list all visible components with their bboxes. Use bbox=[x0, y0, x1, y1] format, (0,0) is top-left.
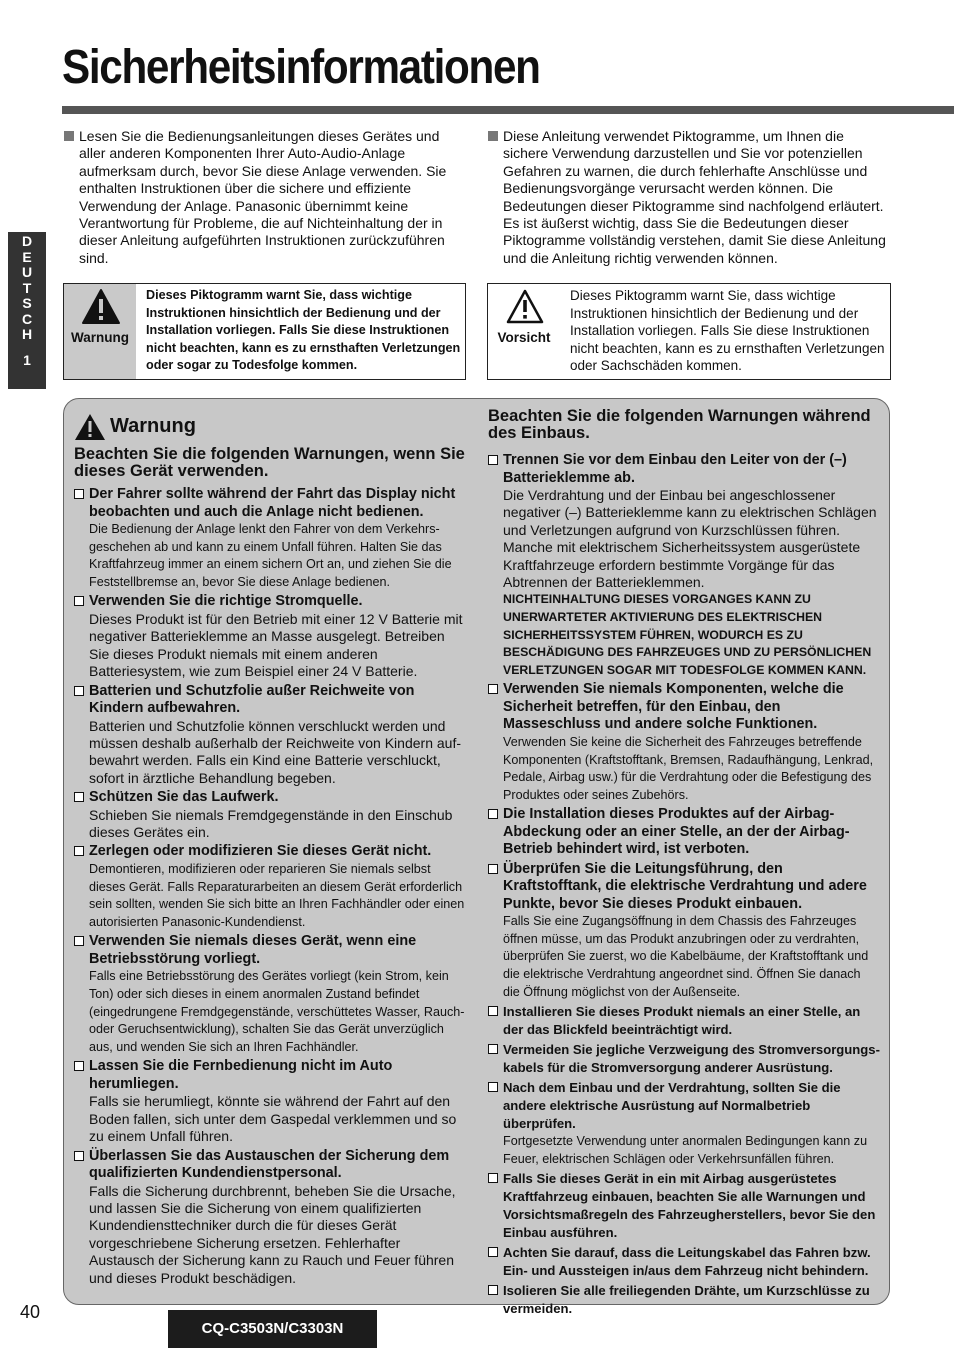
checkbox-bullet-icon bbox=[74, 792, 84, 802]
language-tab-letter: T bbox=[22, 279, 32, 296]
warning-item-body: Falls die Sicherung durchbrennt, beheben Sie die Ursache, und lassen Sie die Sicherung von einem qualifizierten Kundendiensttechniker durch die für dieses Gerät vorgeschriebene Sicherung ersetzen. Fehlerhafter Austausch der Sicherung kann zu Rauch und Feuer führen und dieses Produkt beschädigen. bbox=[89, 1182, 456, 1286]
warning-item bbox=[488, 1244, 880, 1280]
warning-item-heading: Zerlegen oder modifizieren Sie dieses Gerät nicht. bbox=[89, 843, 432, 860]
warning-item-heading: Lassen Sie die Fernbedienung nicht im Auto herumliegen. bbox=[89, 1058, 393, 1092]
language-tab-letter: C bbox=[21, 310, 33, 327]
warning-item-heading: Verwenden Sie die richtige Stromquelle. bbox=[89, 593, 363, 610]
warning-item-heading: Der Fahrer sollte während der Fahrt das Display nicht beobachten und auch die Anlage nicht bedienen. bbox=[89, 486, 456, 520]
checkbox-bullet-icon bbox=[488, 455, 498, 465]
warning-item bbox=[488, 681, 880, 804]
bullet-square bbox=[64, 131, 74, 141]
warning-item-heading: Vermeiden Sie jegliche Verzweigung des Stromversorgungs-kabels für die Stromversorgung anderer Ausrüstung. bbox=[503, 1042, 880, 1076]
checkbox-bullet-icon bbox=[488, 809, 498, 819]
warning-item-heading: Die Installation dieses Produktes auf der Airbag-Abdeckung oder an einer Stelle, an der der Airbag-Betrieb behindert wird, ist verboten. bbox=[503, 806, 850, 858]
warning-triangle-icon bbox=[74, 413, 106, 441]
installation-warning-list bbox=[488, 452, 880, 1318]
page-title: Sicherheitsinformationen bbox=[62, 41, 540, 94]
warning-item bbox=[74, 1058, 466, 1145]
checkbox-bullet-icon bbox=[488, 1082, 498, 1092]
warning-item-body: Batterien und Schutzfolie können verschluckt werden und müssen deshalb außerhalb der Reichweite von Kindern auf-bewahrt werden. Falls ein Kind eine Batterie verschluckt, sofort in ärztliche Behandlung begeben. bbox=[89, 717, 461, 786]
warning-item bbox=[74, 593, 466, 680]
caution-pictogram-box bbox=[487, 283, 891, 380]
checkbox-bullet-icon bbox=[488, 1285, 498, 1295]
warning-item-heading: Schützen Sie das Laufwerk. bbox=[89, 789, 279, 806]
warning-item-heading: Batterien und Schutzfolie außer Reichweite von Kindern aufbewahren. bbox=[89, 682, 415, 716]
warning-item bbox=[74, 683, 466, 788]
checkbox-bullet-icon bbox=[488, 864, 498, 874]
warning-item bbox=[488, 1282, 880, 1318]
warning-item bbox=[488, 861, 880, 1001]
warning-item-body: Demontieren, modifizieren oder reparieren Sie niemals selbst dieses Gerät. Falls Reparaturarbeiten an diesem Gerät erforderlich sein sollten, wenden Sie sich bitte an Ihren Fachhändler oder einen autorisierten Panasonic-Kundendienst. bbox=[89, 861, 465, 929]
checkbox-bullet-icon bbox=[488, 684, 498, 694]
warning-item bbox=[488, 1170, 880, 1242]
panel-warning-label: Warnung bbox=[110, 415, 196, 438]
warning-item-heading: Verwenden Sie niemals Komponenten, welche die Sicherheit betreffen, für den Einbau, den Masseschluss und andere solche Funktionen. bbox=[503, 681, 844, 733]
warning-item-body: Falls Sie eine Zugangsöffnung in dem Chassis des Fahrzeuges öffnen müsse, um das Produkt anzubringen oder zu verdrahten, überprüfen Sie zuerst, wo die Kabelbäume, der Kraftstofftank und die elektrische Verdrahtung angeordnet sind. Öffnen Sie danach die Öffnung möglichst von der Außenseite. bbox=[503, 914, 869, 999]
checkbox-bullet-icon bbox=[74, 596, 84, 606]
warning-item-heading: Verwenden Sie niemals dieses Gerät, wenn eine Betriebsstörung vorliegt. bbox=[89, 933, 417, 967]
checkbox-bullet-icon bbox=[74, 1151, 84, 1161]
warning-icon-area bbox=[64, 284, 136, 379]
language-tab-letter: U bbox=[21, 264, 33, 280]
checkbox-bullet-icon bbox=[488, 1247, 498, 1257]
usage-warning-list bbox=[74, 486, 466, 1287]
warning-item bbox=[488, 1003, 880, 1039]
intro-right bbox=[488, 128, 890, 267]
checkbox-bullet-icon bbox=[74, 489, 84, 499]
warning-item bbox=[74, 789, 466, 841]
installation-section-heading: Beachten Sie die folgenden Warnungen während des Einbaus. bbox=[488, 407, 871, 442]
bullet-square bbox=[488, 131, 498, 141]
warning-item bbox=[74, 1148, 466, 1287]
warning-item-caps-notice: NICHTEINHALTUNG DIESES VORGANGES KANN ZU UNERWARTETER AKTIVIERUNG DES ELEKTRISCHEN SICHERHEITSSYSTEM FÜHREN, WODURCH ES ZU BESCHÄDIGUNG DES FAHRZEUGES UND ZU PERSÖNLICHEN VERLETZUNGEN SOGAR MIT TODESFOLGE KOMMEN KANN. bbox=[503, 592, 872, 677]
warning-pictogram-box bbox=[63, 283, 466, 380]
warning-item-body: Schieben Sie niemals Fremdgegenstände in den Einschub dieses Gerätes ein. bbox=[89, 806, 453, 841]
intro-right-text: Diese Anleitung verwendet Piktogramme, um Ihnen die sichere Verwendung darzustellen und Sie vor potenziellen Gefahren zu warnen, die durch fehlerhafte Anschlüsse und Bedienungsvorgänge verursacht werden können. Die Bedeutungen dieser Piktogramme sind nachfolgend erläutert. Es ist äußerst wichtig, dass Sie die Bedeutungen dieser Piktogramme vollständig verstehen, damit Sie diese Anleitung und die Anleitung richtig verwenden können. bbox=[503, 128, 886, 266]
usage-section-heading: Beachten Sie die folgenden Warnungen, wenn Sie dieses Gerät verwenden. bbox=[74, 445, 465, 480]
warning-item-heading: Überprüfen Sie die Leitungsführung, den Kraftstofftank, die elektrische Verdrahtung und adere Punkte, bevor Sie dieses Produkt einbauen. bbox=[503, 860, 867, 912]
language-tab-letter: S bbox=[22, 295, 32, 311]
warning-triangle-icon bbox=[81, 288, 121, 326]
warning-item-heading: Achten Sie darauf, dass die Leitungskabel das Fahren bzw. Ein- und Aussteigen in/aus dem Fahrzeug nicht behindern. bbox=[503, 1245, 871, 1279]
warning-item bbox=[74, 486, 466, 591]
warning-item-heading: Falls Sie dieses Gerät in ein mit Airbag ausgerüstetes Kraftfahrzeug einbauen, beachten Sie alle Warnungen und Vorsichtsmaßregeln des Fahrzeugherstellers, bevor Sie den Einbau ausführen. bbox=[503, 1171, 876, 1241]
warning-item-body: Verwenden Sie keine die Sicherheit des Fahrzeuges betreffende Komponenten (Kraftstofftank, Bremsen, Radaufhängung, Lenkrad, Pedale, Airbag usw.) für die Verdrahtung oder die Befestigung des Produktes oder seines Zubehörs. bbox=[503, 734, 874, 802]
checkbox-bullet-icon bbox=[74, 1061, 84, 1071]
warning-item-heading: Nach dem Einbau und der Verdrahtung, sollten Sie die andere elektrische Ausrüstung auf Normalbetrieb überprüfen. bbox=[503, 1080, 841, 1132]
language-tab-letter: D bbox=[21, 233, 33, 249]
warning-item bbox=[74, 843, 466, 931]
warning-item-body: Die Bedienung der Anlage lenkt den Fahrer von dem Verkehrs-geschehen ab und kann zu einem Unfall führen. Halten Sie das Kraftfahrzeug immer an einem sichern Ort an, und ziehen Sie die Feststellbremse an, bevor Sie diese Anlage bedienen. bbox=[89, 522, 452, 589]
warning-item-heading: Überlassen Sie das Austauschen der Sicherung dem qualifizierten Kundendienstpersonal. bbox=[89, 1147, 450, 1181]
language-tab-number: 1 bbox=[23, 351, 31, 368]
language-tab-letter: H bbox=[21, 326, 33, 342]
warning-item-body: Dieses Produkt ist für den Betrieb mit einer 12 V Batterie mit negativer Batterieklemme an Masse ausgelegt. Betreiben Sie dieses Produkt niemals mit einem anderen Batteriesystem, wie zum Beispiel einer 24 V Batterie. bbox=[89, 610, 463, 680]
panel-warning-heading bbox=[74, 412, 466, 442]
warning-box-text: Dieses Piktogramm warnt Sie, dass wichtige Instruktionen hinsichtlich der Bedienung und der Installation vorliegen. Falls Sie diese Instruktionen nicht beachten, kann es zu ernsthaften Verletzungen oder sogar zu Todesfolge kommen. bbox=[146, 288, 461, 372]
warning-item bbox=[74, 933, 466, 1056]
caution-label: Vorsicht bbox=[497, 330, 551, 345]
warning-item bbox=[488, 806, 880, 859]
caution-icon-area bbox=[488, 284, 560, 379]
caution-box-text: Dieses Piktogramm warnt Sie, dass wichtige Instruktionen hinsichtlich der Bedienung und der Installation vorliegen. Falls Sie diese Instruktionen nicht beachten, kann es zu ernsthaften Verletzungen oder Sachschäden kommen. bbox=[570, 288, 885, 373]
checkbox-bullet-icon bbox=[74, 686, 84, 696]
checkbox-bullet-icon bbox=[488, 1044, 498, 1054]
title-rule bbox=[62, 106, 954, 114]
warning-item-body: Fortgesetzte Verwendung unter anormalen Bedingungen kann zu Feuer, elektrischen Schlägen oder Verkehrsunfällen führen. bbox=[503, 1134, 868, 1166]
warning-label: Warnung bbox=[71, 330, 129, 345]
warning-item-body: Die Verdrahtung und der Einbau bei angeschlossener negativer (–) Batterieklemme kann zu elektrischen Schlägen und Verletzungen aufgrund von Kurzschlüssen führen. Manche mit elektrischem Sicherheitssystem ausgerüstete Kraftfahrzeuge erfordern bestimmte Vorgänge für das Abtrennen der Batterieklemmen. bbox=[503, 487, 877, 591]
language-tab bbox=[8, 232, 46, 389]
usage-warnings-column bbox=[74, 412, 466, 1289]
warning-item-heading: Trennen Sie vor dem Einbau den Leiter von der (–) Batterieklemme ab. bbox=[503, 452, 847, 486]
intro-left-text: Lesen Sie die Bedienungsanleitungen dieses Gerätes und aller anderen Komponenten Ihrer Auto-Audio-Anlage aufmerksam durch, bevor Sie diese Anlage verwenden. Sie enthalten Instruktionen über die sichere und effiziente Verwendung der Anlage. Panasonic übernimmt keine Verantwortung für Probleme, die auf Nichteinhaltung der in dieser Anleitung aufgeführten Instruktionen zurückzuführen sind. bbox=[79, 128, 447, 266]
warning-item bbox=[488, 452, 880, 679]
intro-left bbox=[64, 128, 464, 267]
checkbox-bullet-icon bbox=[74, 846, 84, 856]
checkbox-bullet-icon bbox=[488, 1173, 498, 1183]
checkbox-bullet-icon bbox=[74, 936, 84, 946]
installation-warnings-column bbox=[488, 408, 880, 1320]
caution-triangle-icon bbox=[505, 288, 545, 326]
language-tab-letter: E bbox=[22, 248, 32, 265]
model-number-badge: CQ-C3503N/C3303N bbox=[168, 1310, 377, 1348]
checkbox-bullet-icon bbox=[488, 1006, 498, 1016]
warning-item-body: Falls sie herumliegt, könnte sie während der Fahrt auf den Boden fallen, sich unter dem Gaspedal verklemmen und so zu einem Unfall führen. bbox=[89, 1093, 457, 1145]
warning-item-body: Falls eine Betriebsstörung des Gerätes vorliegt (kein Strom, kein Ton) oder sich dieses in einem anormalen Zustand befindet (eingedrungene Fremdgegenstände, verschüttetes Wasser, Rauch-oder Geruchsentwicklung), schalten Sie das Gerät unverzüglich aus, und wenden Sie sich an Ihren Fachhändler. bbox=[89, 969, 465, 1054]
warning-item-heading: Isolieren Sie alle freiliegenden Drähte, um Kurzschlüsse zu vermeiden. bbox=[503, 1283, 870, 1317]
warning-item bbox=[488, 1041, 880, 1077]
warning-item bbox=[488, 1079, 880, 1168]
warning-item-heading: Installieren Sie dieses Produkt niemals an einer Stelle, an der das Blickfeld beeinträchtigt wird. bbox=[503, 1004, 861, 1038]
page-number: 40 bbox=[20, 1302, 41, 1322]
